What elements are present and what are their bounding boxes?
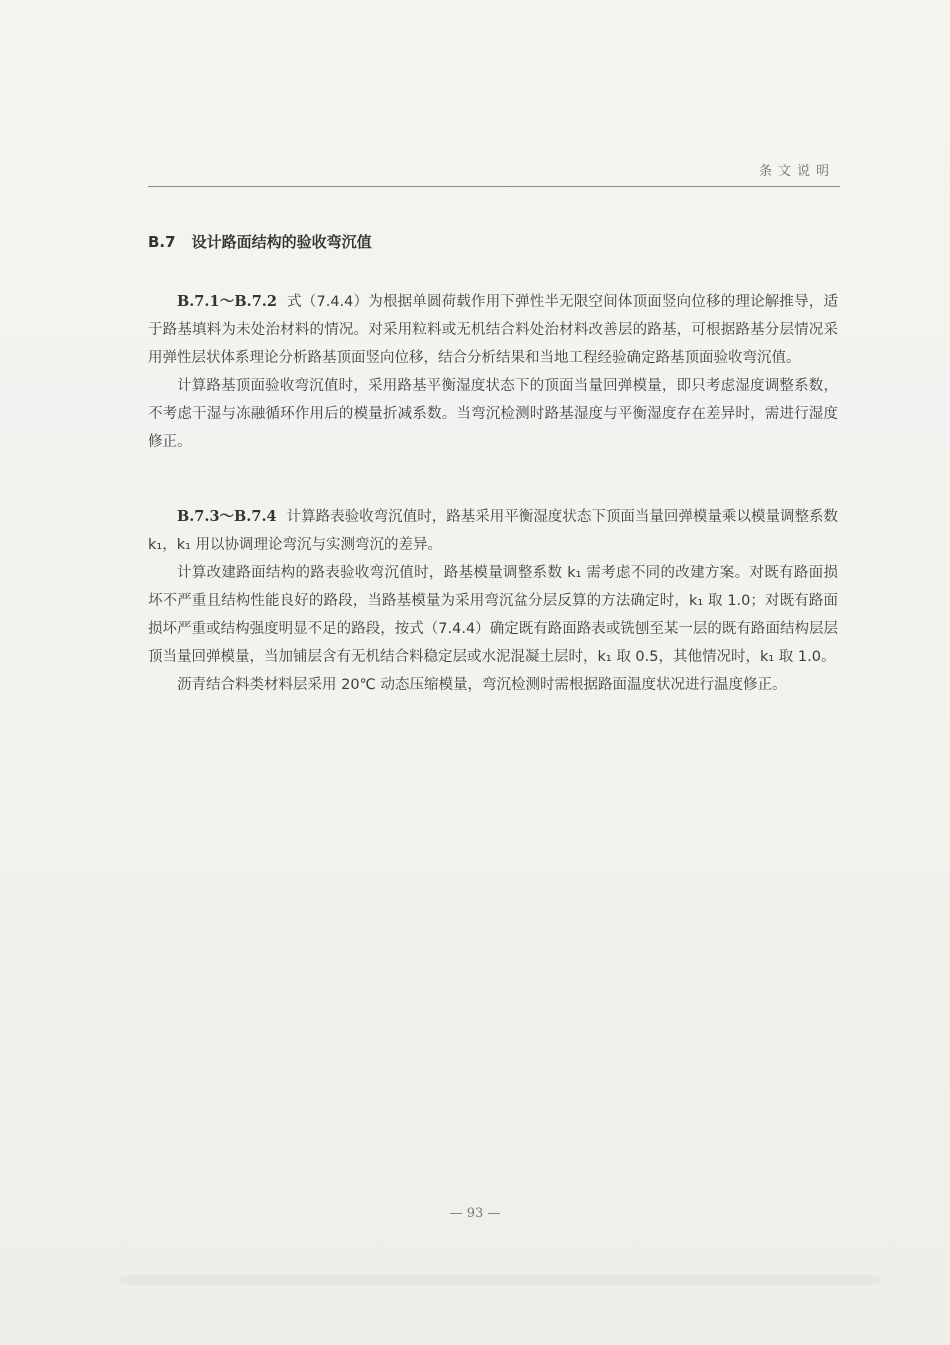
- clause-number: B.7.3～B.7.4: [177, 508, 277, 525]
- section-title: 设计路面结构的验收弯沉值: [191, 233, 372, 251]
- section-number: B.7: [148, 233, 176, 251]
- section-heading: [148, 231, 372, 252]
- clause-number: B.7.1～B.7.2: [177, 293, 277, 310]
- clause-paragraph: 计算改建路面结构的路表验收弯沉值时，路基模量调整系数 k₁ 需考虑不同的改建方案。对既有路面损坏不严重且结构性能良好的路段，当路基模量为采用弯沉盆分层反算的方法确定时，k₁ 取 1.0；对既有路面损坏严重或结构强度明显不足的路段，按式（7.4.4）确定既有路面路表或铣刨至某一层的既有路面结构层层顶当量回弹模量，当加铺层含有无机结合料稳定层或水泥混凝土层时，k₁ 取 0.5，其他情况时，k₁ 取 1.0。: [148, 565, 838, 665]
- scan-artifact: [120, 1275, 880, 1285]
- running-header: 条文说明: [758, 164, 835, 179]
- clause-block-b71-b72: [148, 288, 838, 456]
- clause-paragraph: 沥青结合料类材料层采用 20℃ 动态压缩模量，弯沉检测时需根据路面温度状况进行温度修正。: [177, 677, 787, 693]
- clause-text: 计算路表验收弯沉值时，路基采用平衡湿度状态下顶面当量回弹模量乘以模量调整系数 k₁，k₁ 用以协调理论弯沉与实测弯沉的差异。: [148, 509, 839, 553]
- page-number: — 93 —: [449, 1206, 501, 1221]
- clause-paragraph: [148, 288, 838, 372]
- clause-block-b73-b74: [148, 503, 838, 699]
- clause-paragraph: [148, 503, 838, 559]
- header-divider: [148, 186, 840, 187]
- clause-paragraph: 计算路基顶面验收弯沉值时，采用路基平衡湿度状态下的顶面当量回弹模量，即只考虑湿度调整系数，不考虑干湿与冻融循环作用后的模量折减系数。当弯沉检测时路基湿度与平衡湿度存在差异时，需进行湿度修正。: [148, 378, 838, 450]
- clause-text: 式（7.4.4）为根据单圆荷载作用下弹性半无限空间体顶面竖向位移的理论解推导，适于路基填料为未处治材料的情况。对采用粒料或无机结合料处治材料改善层的路基，可根据路基分层情况采用弹性层状体系理论分析路基顶面竖向位移，结合分析结果和当地工程经验确定路基顶面验收弯沉值。: [148, 294, 838, 366]
